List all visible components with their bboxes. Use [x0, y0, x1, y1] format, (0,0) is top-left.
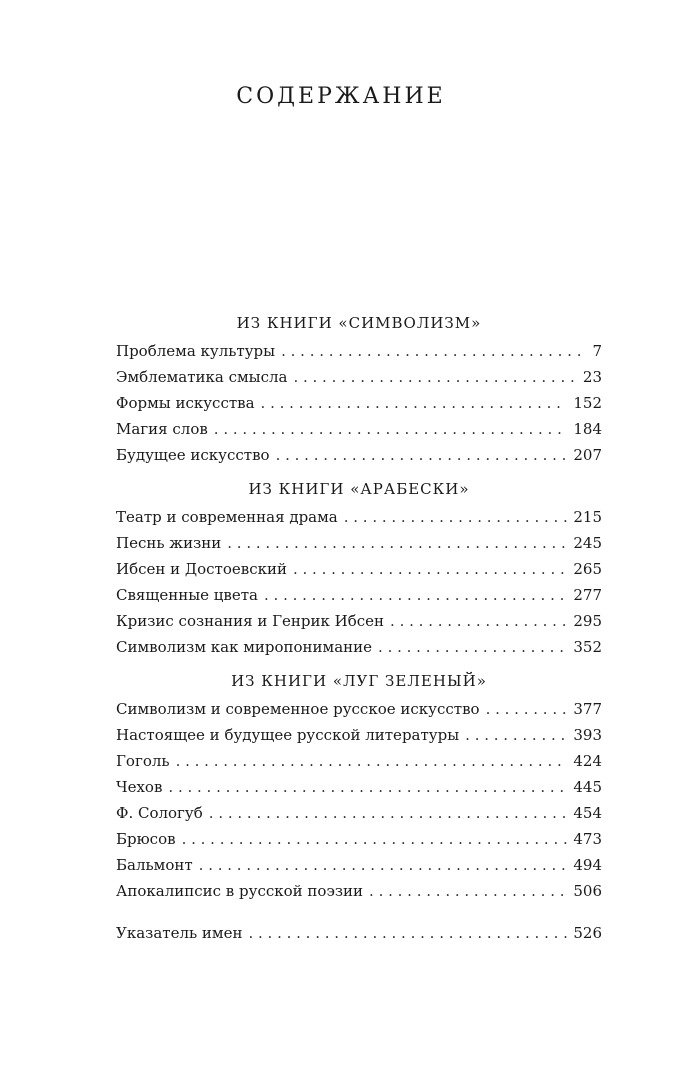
- entry-page-number: 454: [573, 804, 602, 822]
- section-heading: ИЗ КНИГИ «СИМВОЛИЗМ»: [236, 314, 482, 332]
- toc-entry: [116, 364, 602, 390]
- entry-page-number: 377: [573, 700, 602, 718]
- dot-leader: [176, 748, 568, 774]
- entry-page-number: 352: [573, 638, 602, 656]
- dot-leader: [261, 390, 568, 416]
- dot-leader: [248, 920, 567, 946]
- dot-leader: [227, 530, 567, 556]
- entry-label: Символизм и современное русское искусство: [116, 700, 480, 718]
- toc-entry: [116, 800, 602, 826]
- toc-entry: [116, 390, 602, 416]
- entry-label: Ф. Сологуб: [116, 804, 203, 822]
- entry-label: Магия слов: [116, 420, 208, 438]
- toc-entry: [116, 608, 602, 634]
- entry-page-number: 265: [573, 560, 602, 578]
- entry-page-number: 506: [573, 882, 602, 900]
- dot-leader: [199, 852, 568, 878]
- entry-label: Проблема культуры: [116, 342, 276, 360]
- toc-entry-index: [116, 920, 602, 946]
- entry-page-number: 295: [573, 612, 602, 630]
- toc-section-green-meadow: [116, 670, 602, 904]
- toc-entry: [116, 504, 602, 530]
- dot-leader: [182, 826, 568, 852]
- dot-leader: [390, 608, 567, 634]
- entry-label: Песнь жизни: [116, 534, 222, 552]
- toc-entry: [116, 582, 602, 608]
- toc-entry: [116, 442, 602, 468]
- dot-leader: [465, 722, 567, 748]
- entry-page-number: 152: [573, 394, 602, 412]
- toc-entry: [116, 774, 602, 800]
- entry-label: Гоголь: [116, 752, 170, 770]
- section-heading: ИЗ КНИГИ «ЛУГ ЗЕЛЕНЫЙ»: [231, 672, 487, 690]
- toc-entry: [116, 416, 602, 442]
- toc-entry: [116, 556, 602, 582]
- entry-label: Будущее искусство: [116, 446, 270, 464]
- toc-entry: [116, 696, 602, 722]
- toc-entry: [116, 634, 602, 660]
- dot-leader: [486, 696, 568, 722]
- entry-label: Символизм как миропонимание: [116, 638, 373, 656]
- entry-page-number: 184: [573, 420, 602, 438]
- entry-page-number: 494: [573, 856, 602, 874]
- entry-label: Указатель имен: [116, 924, 243, 942]
- entry-label: Театр и современная драма: [116, 508, 338, 526]
- entry-label: Бальмонт: [116, 856, 193, 874]
- dot-leader: [293, 364, 576, 390]
- dot-leader: [209, 800, 568, 826]
- dot-leader: [293, 556, 567, 582]
- toc-section-arabesques: [116, 478, 602, 660]
- dot-leader: [264, 582, 567, 608]
- toc-entry: [116, 748, 602, 774]
- entry-page-number: 393: [573, 726, 602, 744]
- toc-entry: [116, 826, 602, 852]
- dot-leader: [281, 338, 586, 364]
- entry-label: Эмблематика смысла: [116, 368, 288, 386]
- entry-label: Брюсов: [116, 830, 176, 848]
- toc-entry: [116, 530, 602, 556]
- dot-leader: [214, 416, 568, 442]
- entry-page-number: 245: [573, 534, 602, 552]
- dot-leader: [369, 878, 567, 904]
- entry-page-number: 207: [573, 446, 602, 464]
- dot-leader: [344, 504, 568, 530]
- toc-entry: [116, 338, 602, 364]
- toc-entry: [116, 852, 602, 878]
- entry-page-number: 23: [582, 368, 602, 386]
- dot-leader: [276, 442, 568, 468]
- entry-page-number: 424: [573, 752, 602, 770]
- entry-label: Чехов: [116, 778, 163, 796]
- section-heading: ИЗ КНИГИ «АРАБЕСКИ»: [248, 480, 470, 498]
- entry-page-number: 215: [573, 508, 602, 526]
- entry-page-number: 473: [573, 830, 602, 848]
- dot-leader: [378, 634, 567, 660]
- entry-page-number: 445: [573, 778, 602, 796]
- entry-label: Формы искусства: [116, 394, 255, 412]
- entry-label: Апокалипсис в русской поэзии: [116, 882, 364, 900]
- entry-page-number: 526: [573, 924, 602, 942]
- entry-label: Настоящее и будущее русской литературы: [116, 726, 460, 744]
- entry-label: Ибсен и Достоевский: [116, 560, 287, 578]
- entry-page-number: 7: [592, 342, 602, 360]
- toc-entry: [116, 722, 602, 748]
- table-of-contents: [116, 312, 602, 946]
- entry-label: Священные цвета: [116, 586, 258, 604]
- toc-entry: [116, 878, 602, 904]
- entry-label: Кризис сознания и Генрик Ибсен: [116, 612, 385, 630]
- page-title: СОДЕРЖАНИЕ: [236, 84, 446, 109]
- toc-section-symbolism: [116, 312, 602, 468]
- dot-leader: [168, 774, 567, 800]
- entry-page-number: 277: [573, 586, 602, 604]
